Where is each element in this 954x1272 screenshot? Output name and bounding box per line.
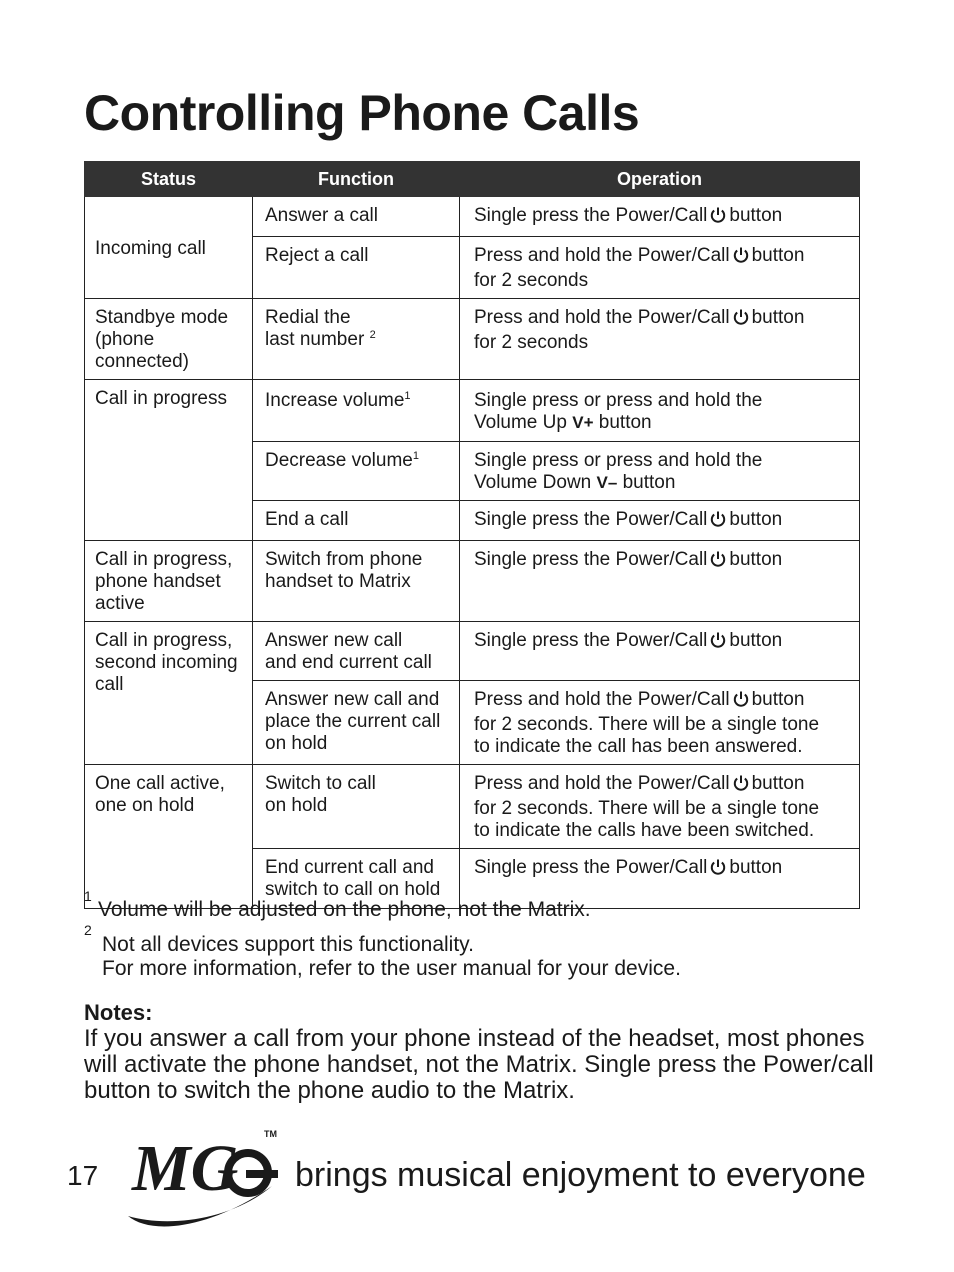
status-cell (85, 765, 253, 909)
trademark-mark: TM (264, 1129, 277, 1139)
function-text: on hold (265, 733, 328, 754)
operation-text: Single press or press and hold the (474, 390, 763, 411)
operation-text-end: button (729, 205, 783, 226)
status-cell (85, 197, 253, 299)
footnote-ref: 1 (412, 450, 419, 462)
operation-text-end: button (622, 472, 676, 493)
status-text: One call active, (95, 773, 225, 794)
operation-text-end: button (751, 307, 805, 328)
function-cell (253, 299, 460, 380)
table-row (85, 541, 860, 622)
table-row (85, 299, 860, 380)
operation-cell (460, 541, 860, 622)
function-text: switch to call on hold (265, 879, 441, 900)
power-icon (732, 690, 750, 714)
operation-text-line2: for 2 seconds (474, 270, 589, 291)
function-cell (253, 681, 460, 765)
function-text: Switch from phone (265, 549, 423, 570)
operation-cell (460, 622, 860, 681)
status-text: Call in progress, (95, 549, 233, 570)
function-cell (253, 622, 460, 681)
operation-text-end: button (729, 509, 783, 530)
status-text: phone handset (95, 571, 221, 592)
footnote-2-line1: Not all devices support this functionality. (102, 933, 474, 956)
function-text: place the current call (265, 711, 441, 732)
table-row (85, 765, 860, 849)
operation-text-line2: Volume Up (474, 412, 567, 433)
operation-text: Press and hold the Power/Call (474, 245, 730, 266)
operation-cell (460, 299, 860, 380)
power-icon (732, 246, 750, 270)
operation-cell (460, 197, 860, 237)
footnote-2-mark: 2 (84, 922, 92, 938)
operation-cell (460, 442, 860, 501)
operation-text: Press and hold the Power/Call (474, 773, 730, 794)
status-text: second incoming (95, 652, 238, 673)
function-cell (253, 237, 460, 299)
power-icon (709, 206, 727, 230)
footnote-ref: 2 (369, 329, 376, 341)
status-text: (phone (95, 329, 155, 350)
function-text: End a call (265, 509, 349, 530)
table-row (85, 197, 860, 237)
mg-logo (122, 1128, 284, 1237)
power-icon (732, 774, 750, 798)
power-icon (732, 308, 750, 332)
operation-text: Single press the Power/Call (474, 857, 708, 878)
volume-up-icon: V+ (572, 413, 594, 432)
operation-text-line2: for 2 seconds. There will be a single tone (474, 714, 820, 735)
operation-text-end: button (751, 773, 805, 794)
table-row (85, 622, 860, 681)
operation-text-line3: to indicate the call has been answered. (474, 736, 803, 757)
status-cell (85, 541, 253, 622)
header-status: Status (85, 162, 253, 197)
operation-text: Single press or press and hold the (474, 450, 763, 471)
operation-cell (460, 237, 860, 299)
function-text: and end current call (265, 652, 432, 673)
footnote-2 (102, 933, 681, 981)
operation-text-end: button (751, 245, 805, 266)
operation-text: Press and hold the Power/Call (474, 307, 730, 328)
power-icon (709, 631, 727, 655)
logo-letters: MG (132, 1132, 239, 1205)
page-title: Controlling Phone Calls (84, 85, 640, 141)
footnote-ref: 1 (404, 390, 411, 402)
footnote-2-line2: For more information, refer to the user manual for your device. (102, 957, 681, 980)
status-text: Standbye mode (95, 307, 229, 328)
function-text: End current call and (265, 857, 434, 878)
status-text: call (95, 674, 124, 695)
table-row (85, 380, 860, 442)
function-cell (253, 765, 460, 849)
function-text: on hold (265, 795, 328, 816)
status-text: connected) (95, 351, 190, 372)
function-text: Increase volume (265, 390, 405, 411)
operation-text: Single press the Power/Call (474, 205, 708, 226)
tagline: brings musical enjoyment to everyone (295, 1156, 866, 1194)
function-text: Switch to call (265, 773, 376, 794)
function-text: Redial the (265, 307, 351, 328)
status-text: Incoming call (95, 237, 206, 259)
power-icon (709, 550, 727, 574)
function-text: handset to Matrix (265, 571, 411, 592)
operation-cell (460, 380, 860, 442)
function-cell (253, 380, 460, 442)
header-operation: Operation (460, 162, 860, 197)
operation-text: Single press the Power/Call (474, 509, 708, 530)
status-text: Call in progress, (95, 630, 233, 651)
status-text: one on hold (95, 795, 195, 816)
operation-text-end: button (729, 630, 783, 651)
function-text: last number (265, 329, 365, 350)
function-cell (253, 541, 460, 622)
operation-text-end: button (598, 412, 652, 433)
phone-calls-table (84, 161, 860, 909)
operation-text-line3: to indicate the calls have been switched. (474, 820, 815, 841)
table-header-row (85, 162, 860, 197)
operation-text: Single press the Power/Call (474, 630, 708, 651)
status-text: active (95, 593, 145, 614)
notes-heading: Notes: (84, 1000, 153, 1025)
operation-text-end: button (729, 549, 783, 570)
header-function: Function (253, 162, 460, 197)
footnote-1-mark: 1 (84, 888, 92, 904)
status-cell (85, 380, 253, 541)
operation-text-line2: Volume Down (474, 472, 592, 493)
operation-cell (460, 501, 860, 541)
footnote-1: Volume will be adjusted on the phone, not the Matrix. (98, 898, 591, 921)
operation-text: Press and hold the Power/Call (474, 689, 730, 710)
status-cell (85, 299, 253, 380)
power-icon (709, 858, 727, 882)
function-cell (253, 197, 460, 237)
page-number: 17 (67, 1160, 99, 1191)
function-text: Reject a call (265, 245, 369, 266)
operation-text: Single press the Power/Call (474, 549, 708, 570)
status-text: Call in progress (95, 388, 227, 409)
power-icon (709, 510, 727, 534)
notes-body: If you answer a call from your phone instead of the headset, most phones will activate the phone handset, not the Matrix. Single press the Power/call button to switch the phone audio to the Matrix. (84, 1025, 874, 1104)
function-text: Answer a call (265, 205, 378, 226)
status-cell (85, 622, 253, 765)
function-text: Answer new call (265, 630, 403, 651)
operation-text-end: button (751, 689, 805, 710)
function-text: Answer new call and (265, 689, 440, 710)
function-cell (253, 442, 460, 501)
operation-text-line2: for 2 seconds. There will be a single tone (474, 798, 820, 819)
operation-cell (460, 681, 860, 765)
function-cell (253, 501, 460, 541)
function-text: Decrease volume (265, 450, 413, 471)
volume-down-icon: V– (596, 473, 618, 492)
operation-text-end: button (729, 857, 783, 878)
operation-cell (460, 765, 860, 849)
operation-text-line2: for 2 seconds (474, 332, 589, 353)
